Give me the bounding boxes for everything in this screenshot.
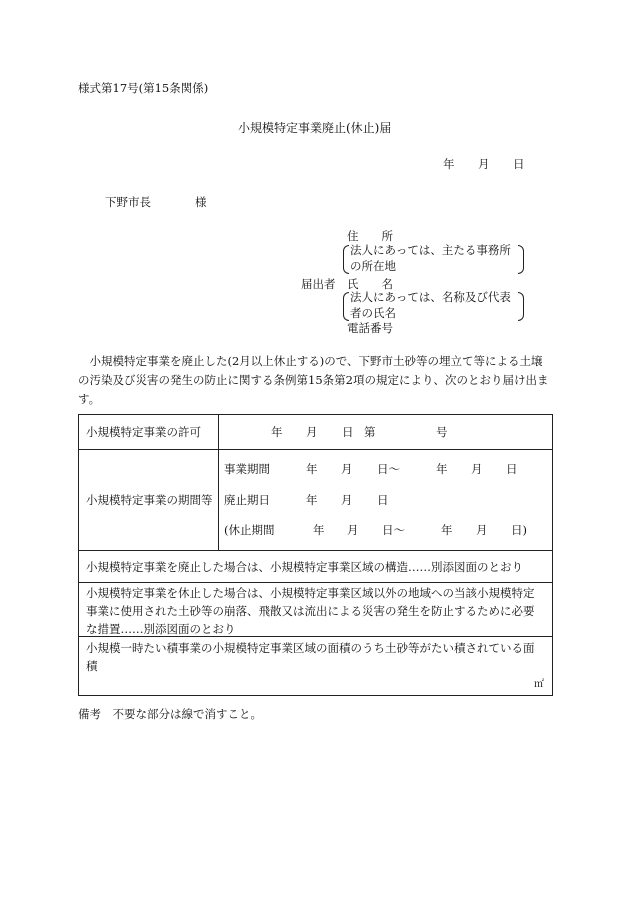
area-row-text: 小規模一時たい積事業の小規模特定事業区域の面積のうち土砂等がたい積されている面積 (86, 641, 535, 673)
table-line-2 (78, 550, 553, 551)
addressee: 下野市長 (105, 195, 151, 209)
period-label: 小規模特定事業の期間等 (86, 493, 213, 507)
name-bracket-right (518, 292, 524, 321)
address-note-line2: の所在地 (350, 259, 396, 273)
remarks: 備考 不要な部分は線で消すこと。 (78, 707, 262, 721)
phone-label: 電話番号 (347, 321, 393, 335)
date-month-label: 月 (478, 157, 490, 171)
area-unit: ㎡ (534, 679, 544, 690)
table-border-bottom (78, 695, 553, 696)
address-bracket-right (518, 245, 524, 274)
address-note-line1: 法人にあっては、主たる事務所 (350, 243, 511, 257)
suspension-start-day: 日～ (382, 523, 405, 537)
permit-day: 日 (342, 425, 354, 439)
address-bracket-left (343, 245, 349, 274)
business-period-end-month: 月 (471, 462, 483, 476)
table-border-top (78, 414, 553, 415)
date-day-label: 日 (513, 157, 525, 171)
address-label: 住 所 (347, 229, 393, 243)
table-border-left (78, 414, 79, 696)
business-period-label: 事業期間 (224, 462, 270, 476)
abolished-row-text: 小規模特定事業を廃止した場合は、小規模特定事業区域の構造……別添図面のとおり (86, 560, 523, 574)
business-period-end-day: 日 (506, 462, 518, 476)
form-number: 様式第17号(第15条関係) (78, 81, 209, 95)
table-line-3 (78, 582, 553, 583)
table-column-divider (218, 414, 219, 551)
suspension-start-year: 年 (313, 523, 325, 537)
applicant-label: 届出者 (301, 277, 336, 291)
permit-go: 号 (436, 425, 448, 439)
suspension-end-day: 日) (511, 523, 527, 537)
business-period-end-year: 年 (436, 462, 448, 476)
business-period-start-year: 年 (306, 462, 318, 476)
permit-dai: 第 (364, 425, 376, 439)
name-bracket-left (343, 292, 349, 321)
body-text: 小規模特定事業を廃止した(2月以上休止する)ので、下野市土砂等の埋立て等による土壌の汚染及び災害の発生の防止に関する条例第15条第2項の規定により、次のとおり届け出ます。 (78, 354, 549, 406)
suspension-start-month: 月 (347, 523, 359, 537)
abolition-month: 月 (341, 493, 353, 507)
abolition-year: 年 (306, 493, 318, 507)
honorific: 様 (195, 195, 207, 209)
permit-year: 年 (271, 425, 283, 439)
permit-label: 小規模特定事業の許可 (86, 425, 201, 439)
name-label: 氏 名 (347, 277, 393, 291)
form-title: 小規模特定事業廃止(休止)届 (238, 121, 392, 135)
suspended-row-text: 小規模特定事業を休止した場合は、小規模特定事業区域以外の地域への当該小規模特定事業に使用された土砂等の崩落、飛散又は流出による災害の発生を防止するために必要な措置……別添図面のとおり (86, 586, 535, 636)
abolition-date-label: 廃止期日 (224, 493, 270, 507)
suspension-period-label: (休止期間 (224, 523, 275, 537)
suspension-end-month: 月 (476, 523, 488, 537)
date-year-label: 年 (443, 157, 455, 171)
business-period-start-month: 月 (341, 462, 353, 476)
name-note-line1: 法人にあっては、名称及び代表 (350, 290, 511, 304)
business-period-start-day: 日～ (377, 462, 400, 476)
suspension-end-year: 年 (441, 523, 453, 537)
permit-month: 月 (306, 425, 318, 439)
name-note-line2: 者の氏名 (350, 306, 396, 320)
table-border-right (552, 414, 553, 696)
abolition-day: 日 (377, 493, 389, 507)
table-line-1 (78, 449, 553, 450)
